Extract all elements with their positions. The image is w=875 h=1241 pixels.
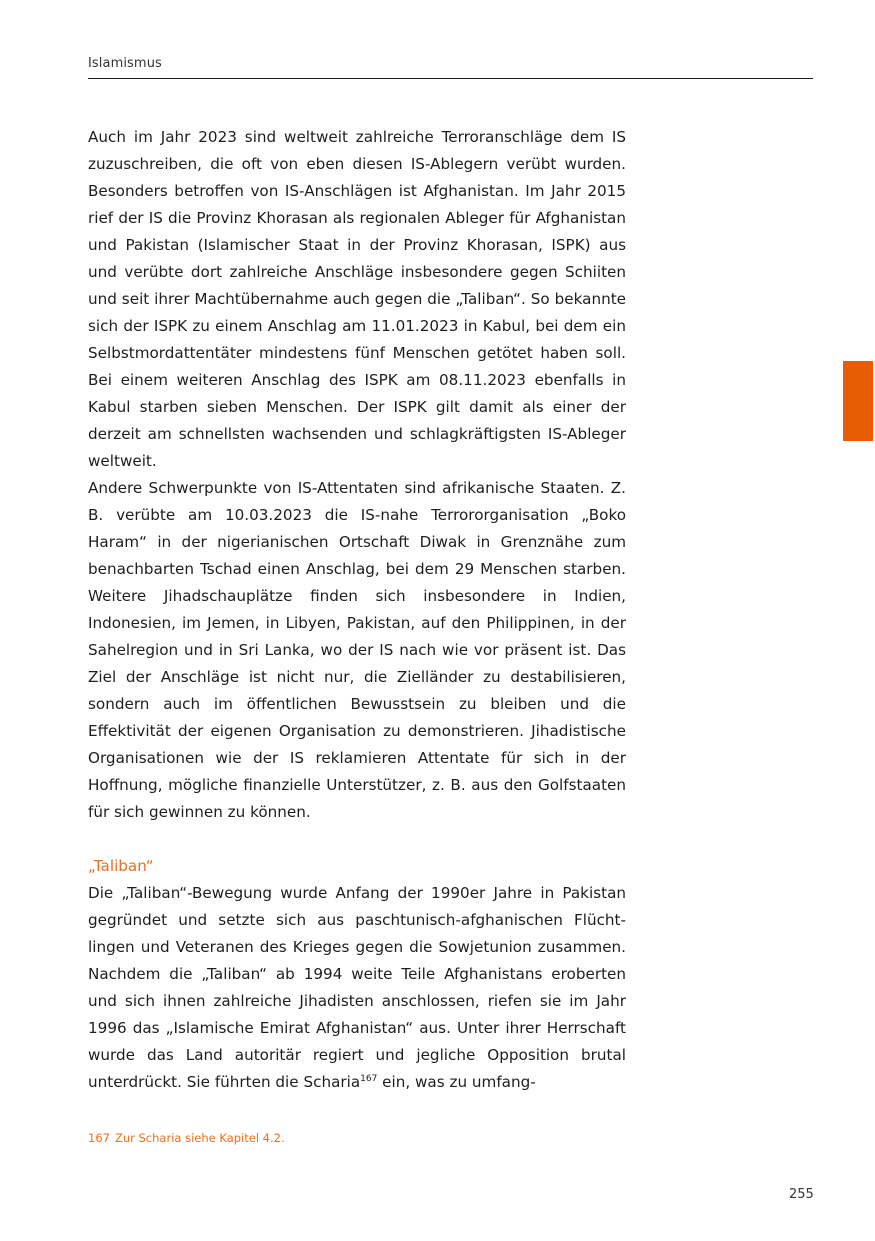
body-text: [88, 124, 626, 1096]
chapter-side-tab: [843, 361, 873, 441]
footnote: [88, 1131, 285, 1145]
paragraph: Auch im Jahr 2023 sind weltweit zahlreiche Terroranschläge dem IS zuzuschreiben, die oft von eben diesen IS-Ablegern verübt wurden. Besonders betroffen von IS-Anschlägen ist Afghanistan. Im Jahr 2015 rief der IS die Provinz Khorasan als regionalen Ableger für Afghanistan und Pakistan (Islamischer Staat in der Provinz Khorasan, ISPK) aus und verübte dort zahlreiche Anschläge insbesondere gegen Schiiten und seit ihrer Machtübernahme auch gegen die „Taliban“. So bekannte sich der ISPK zu einem Anschlag am 11.01.2023 in Kabul, bei dem ein Selbstmordattentäter mindestens fünf Menschen getötet haben soll. Bei einem weiteren Anschlag des ISPK am 08.11.2023 ebenfalls in Kabul starben sieben Menschen. Der ISPK gilt damit als einer der derzeit am schnellsten wachsenden und schlagkräftigsten IS-Ableger weltweit.: [88, 128, 626, 470]
section-text-continued: ein, was zu umfang-: [377, 1073, 536, 1091]
section-text: Die „Taliban“-Bewegung wurde Anfang der 1990er Jahre in Pakistan gegründet und setzte sich aus paschtunisch-afghanischen Flüchtlingen und Veteranen des Krieges gegen die Sowjetunion zusammen. Nachdem die „Taliban“ ab 1994 weite Teile Afghanistans eroberten und sich ihnen zahlreiche Jihadisten anschlossen, riefen sie im Jahr 1996 das „Islamische Emirat Afghanistan“ aus. Unter ihrer Herrschaft wurde das Land autoritär regiert und jegliche Opposition brutal unterdrückt. Sie führten die Scharia: [88, 884, 626, 1091]
section-paragraph: [88, 880, 626, 1096]
section-heading: „Taliban“: [88, 857, 154, 875]
header-rule: [88, 78, 813, 79]
running-header-title: Islamismus: [88, 56, 162, 71]
footnote-reference[interactable]: 167: [360, 1074, 378, 1084]
footnote-text: Zur Scharia siehe Kapitel 4.2.: [114, 1131, 285, 1145]
paragraph: Andere Schwerpunkte von IS-Attentaten sind afrikanische Staaten. Z. B. verübte am 10.03.2023 die IS-nahe Terrororganisation „Boko Haram“ in der nigerianischen Ortschaft Diwak in Grenznähe zum benachbarten Tschad einen Anschlag, bei dem 29 Menschen starben. Weitere Jihadschauplätze finden sich insbesondere in Indien, Indonesien, im Jemen, in Libyen, Pakistan, auf den Philippinen, in der Sahelregion und in Sri Lanka, wo der IS nach wie vor präsent ist. Das Ziel der Anschläge ist nicht nur, die Zielländer zu destabilisieren, sondern auch im öffentlichen Bewusstsein zu bleiben und die Effektivität der eigenen Organisation zu demonstrieren. Jihadistische Organisationen wie der IS reklamieren Attentate für sich in der Hoffnung, mögliche finanzielle Unterstützer, z. B. aus den Golfstaaten für sich gewinnen zu können.: [88, 479, 626, 821]
footnote-number: 167: [88, 1131, 110, 1145]
page-number: 255: [789, 1187, 814, 1202]
